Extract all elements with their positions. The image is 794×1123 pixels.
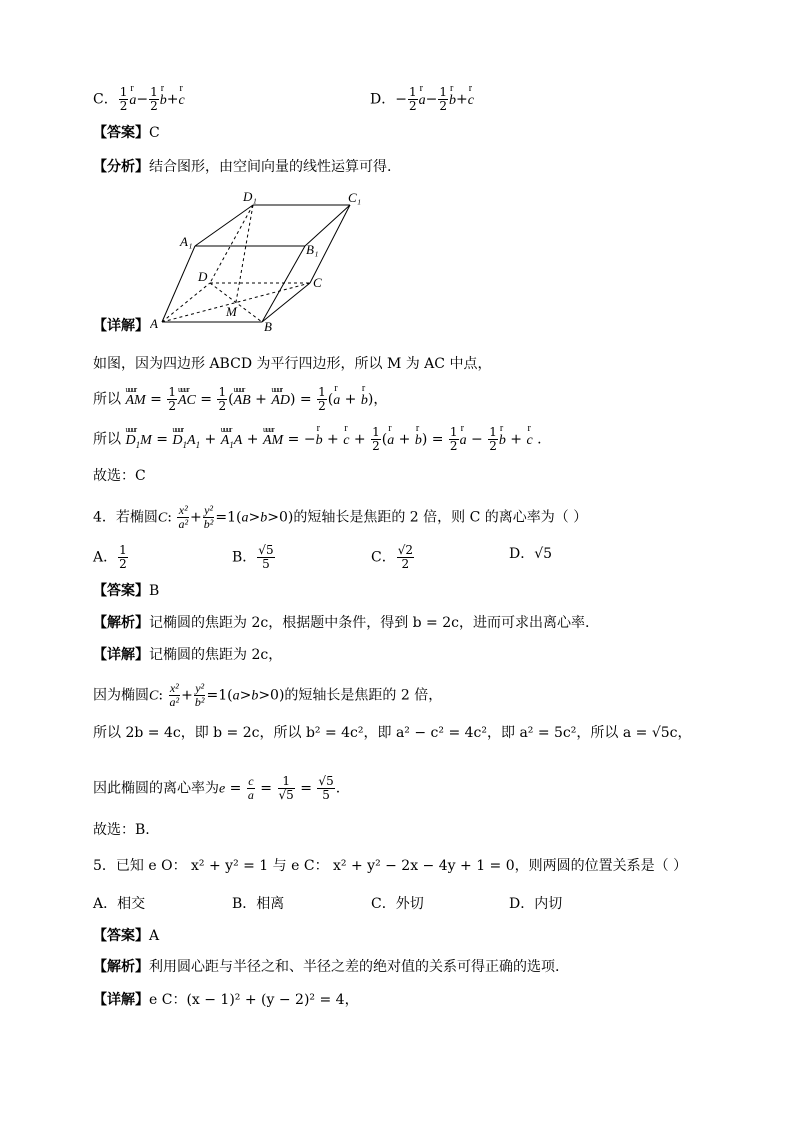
option-d: D．− $\frac{1}{2}$ r a− $\frac{1}{2}$ r b+r c: [370, 86, 474, 113]
q3-detail-3: 所以 uuur $D_1M$ = uuur $D_1A_1$ + uuur $A_1A$ + uuur AM = −r b + r c + $\frac{1}{2}$ (r a + r b) = $\frac{1}{2}$ r a − $\frac{1}{2}$ r b + r c .: [93, 426, 542, 454]
label-b: B: [264, 319, 272, 334]
label-a1: A₁: [180, 234, 193, 249]
label-d: D: [198, 269, 208, 284]
label-c: C: [313, 275, 322, 290]
q5-option-d: D．内切: [509, 896, 563, 912]
q3-detail-1: 如图，因为四边形 ABCD 为平行四边形，所以 M 为 AC 中点，: [93, 356, 492, 372]
q5-detail-1: 【详解】e C：(x − 1)² + (y − 2)² = 4，: [93, 992, 359, 1008]
q5-option-c: C．外切: [371, 896, 424, 912]
q5-stem: 5．已知 e O： x² + y² = 1 与 e C： x² + y² − 2x − 4y + 1 = 0，则两圆的位置关系是（ ）: [93, 858, 688, 874]
q4-answer: 【答案】B: [93, 583, 160, 599]
q4-choose: 故选：B.: [93, 822, 150, 838]
q4-option-d: D．√5: [509, 546, 553, 562]
q4-stem: 4．若椭圆C: $\frac{\text{x²}}{\text{a²}}$ + $\frac{\text{y²}}{\text{b²}}$ =1(a>b>0)的短轴长是焦距的 2 倍，则 C 的离心率为（ ）: [93, 503, 588, 531]
q5-option-b: B．相离: [232, 896, 285, 912]
q3-analysis: 【分析】结合图形，由空间向量的线性运算可得.: [93, 159, 392, 175]
q3-detail-2: 所以 uuur AM = $\frac{1}{2}$ uuur AC = $\frac{1}{2}$ (uuur AB + uuur AD) = $\frac{1}{2}$ (r a + r b)，: [93, 386, 387, 413]
q4-detail-4: 因此椭圆的离心率为e = $\frac{c}{a}$ = $\frac{1}{√5}$ = $\frac{√5}{5}$ .: [93, 774, 341, 802]
q3-answer: 【答案】C: [93, 125, 160, 141]
label-a: A: [150, 316, 158, 331]
q4-option-b: B． $\frac{√5}{5}$: [232, 543, 274, 571]
label-d1: D₁: [243, 189, 257, 204]
q5-option-a: A．相交: [93, 896, 146, 912]
label-c1: C₁: [348, 190, 362, 205]
q4-analysis: 【解析】记椭圆的焦距为 2c，根据题中条件，得到 b = 2c，进而可求出离心率.: [93, 615, 590, 631]
q5-answer: 【答案】A: [93, 928, 160, 944]
q4-option-a: A． $\frac{1}{2}$: [93, 543, 127, 571]
q4-option-c: C． $\frac{√2}{2}$: [371, 543, 413, 571]
q4-detail-1: 【详解】记椭圆的焦距为 2c，: [93, 647, 283, 663]
label-b1: B₁: [306, 242, 319, 257]
q4-detail-3: 所以 2b = 4c，即 b = 2c，所以 b² = 4c²，即 a² − c² = 4c²，即 a² = 5c²，所以 a = √5c，: [93, 725, 692, 741]
q4-detail-2: 因为椭圆C: $\frac{\text{x²}}{\text{a²}}$ + $\frac{\text{y²}}{\text{b²}}$ =1(a>b>0)的短轴长是焦距的 2 倍，: [93, 681, 443, 709]
q3-choose: 故选：C: [93, 468, 146, 484]
q3-detail-tag: 【详解】: [93, 318, 149, 334]
label-m: M: [226, 304, 237, 319]
option-c: C． $\frac{1}{2}$ r a− $\frac{1}{2}$ r b+r c: [93, 86, 185, 113]
parallelepiped-figure: [150, 188, 370, 338]
q5-analysis: 【解析】利用圆心距与半径之和、半径之差的绝对值的关系可得正确的选项.: [93, 959, 560, 975]
